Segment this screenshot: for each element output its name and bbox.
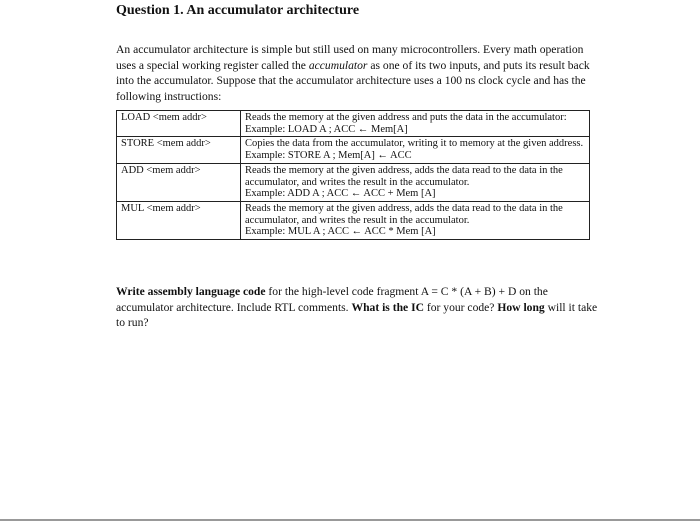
instruction-example: Example: MUL A ; ACC ← ACC * Mem [A] (245, 226, 436, 238)
instruction-description-cell (241, 163, 590, 201)
instruction-example: Example: ADD A ; ACC ← ACC + Mem [A] (245, 188, 436, 200)
question-bold-1: Write assembly language code (116, 285, 266, 298)
intro-text-1: An accumulator architecture is simple but still used on many microcontrollers. Every math operation uses a special working register called the (116, 43, 584, 72)
question-text-2: for your code? (423, 300, 498, 314)
instruction-description: Reads the memory at the given address and puts the data in the accumulator: (245, 112, 567, 123)
instruction-table (116, 110, 590, 240)
intro-text-2: as one of its two inputs, and puts its result back into the accumulator. Suppose that the accumulator architecture uses a 100 ns clock cycle and has the following instructions: (116, 58, 590, 103)
instruction-description: Reads the memory at the given address, adds the data read to the data in the accumulator, and writes the result in the accumulator. (245, 202, 563, 226)
instruction-opcode: MUL <mem addr> (117, 201, 241, 239)
table-row (117, 111, 590, 137)
table-row (117, 163, 590, 201)
question-text-3: will it take to run? (116, 300, 598, 330)
instruction-description-cell (241, 111, 590, 137)
intro-emphasis: accumulator (308, 58, 368, 72)
page-bottom-divider (0, 519, 700, 521)
instruction-example: Example: LOAD A ; ACC ← Mem[A] (245, 123, 408, 135)
table-row (117, 137, 590, 163)
instruction-description-cell (241, 137, 590, 163)
question-paragraph (116, 284, 606, 331)
instruction-opcode: LOAD <mem addr> (117, 111, 241, 137)
instruction-opcode: ADD <mem addr> (117, 163, 241, 201)
instruction-opcode: STORE <mem addr> (117, 137, 241, 163)
instruction-description: Copies the data from the accumulator, writing it to memory at the given address. (245, 138, 584, 150)
instruction-description: Reads the memory at the given address, adds the data read to the data in the accumulator, and writes the result in the accumulator. (245, 164, 563, 188)
intro-paragraph (116, 42, 606, 104)
question-text-1: for the high-level code fragment A = C * (A + B) + D on the accumulator architecture. Include RTL comments. (116, 285, 548, 314)
instruction-description-cell (241, 201, 590, 239)
question-title: Question 1. An accumulator architecture (116, 3, 360, 18)
question-bold-2: What is the IC (351, 300, 424, 314)
question-bold-3: How long (497, 300, 545, 314)
instruction-example: Example: STORE A ; Mem[A] ← ACC (245, 150, 412, 162)
table-row (117, 201, 590, 239)
